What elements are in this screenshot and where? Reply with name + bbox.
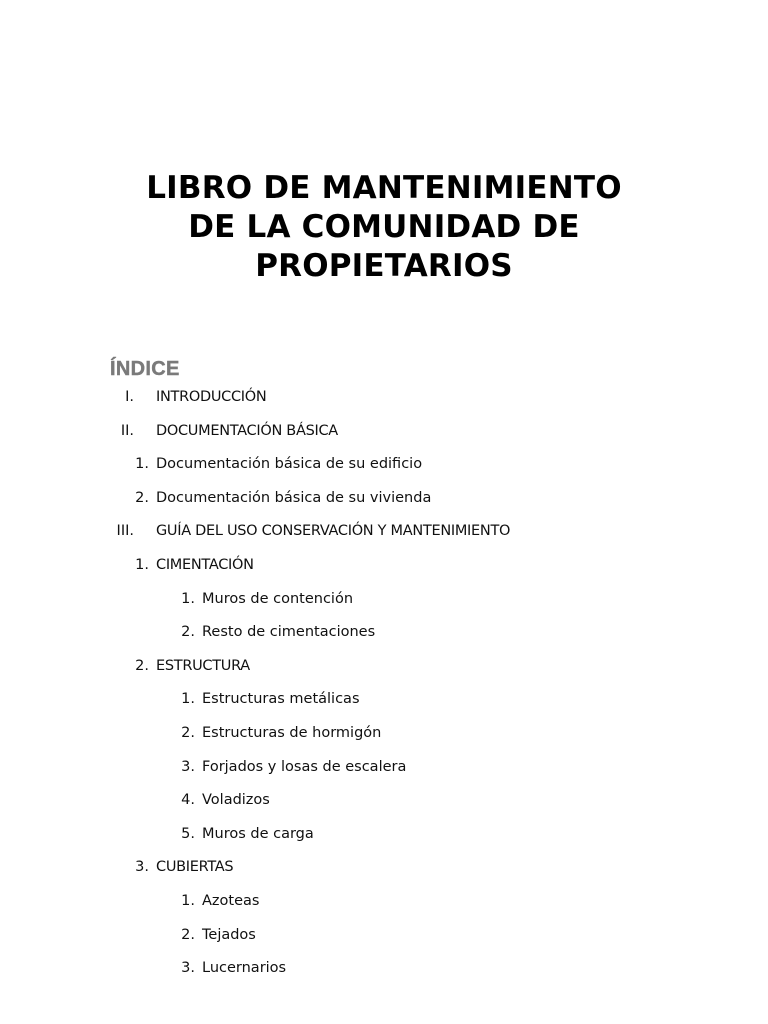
toc-entry-text: Muros de contención (202, 590, 354, 607)
toc-entry-text: Tejados (202, 926, 256, 943)
toc-entry-number: 2. (181, 624, 195, 641)
toc-entry[interactable] (0, 515, 768, 549)
toc-entry[interactable] (0, 482, 768, 516)
toc-entry-text: ESTRUCTURA (156, 657, 250, 674)
toc-entry-number: 1. (181, 892, 195, 909)
toc-entry-number: 2. (181, 926, 195, 943)
toc-entry[interactable] (0, 683, 768, 717)
toc-entry-text: Estructuras de hormigón (202, 724, 382, 741)
toc-entry-number: 3. (181, 960, 195, 977)
toc-entry-text: Lucernarios (202, 960, 287, 977)
toc-entry-text: Documentación básica de su edificio (156, 456, 423, 473)
toc-entry-text: Azoteas (202, 892, 260, 909)
toc-entry[interactable] (0, 885, 768, 919)
toc-entry[interactable] (0, 751, 768, 785)
document-title-line: DE LA COMUNIDAD DE (188, 209, 580, 245)
toc-entry-number: 2. (181, 724, 195, 741)
toc-entry[interactable] (0, 784, 768, 818)
toc-entry-number: 1. (181, 691, 195, 708)
toc-entry[interactable] (0, 818, 768, 852)
toc-entry-text: Voladizos (202, 792, 270, 809)
toc-entry-number: 3. (181, 758, 195, 775)
toc-entry-text: Muros de carga (202, 825, 314, 842)
toc-entry-number: 1. (135, 556, 149, 573)
toc-entry-number: 1. (135, 456, 149, 473)
toc-entry-number: 1. (181, 590, 195, 607)
toc-entry-number: 2. (135, 489, 149, 506)
toc-entry[interactable] (0, 616, 768, 650)
document-title-line: LIBRO DE MANTENIMIENTO (146, 170, 622, 206)
document-title-line: PROPIETARIOS (255, 248, 513, 284)
table-of-contents (0, 381, 768, 986)
document-title (0, 169, 768, 286)
toc-entry[interactable] (0, 448, 768, 482)
toc-entry-text: Documentación básica de su vivienda (156, 489, 432, 506)
toc-entry-number: 3. (135, 859, 149, 876)
toc-entry-number: I. (125, 389, 134, 405)
toc-entry-text: CIMENTACIÓN (156, 556, 254, 573)
toc-entry[interactable] (0, 650, 768, 684)
toc-entry-text: Resto de cimentaciones (202, 624, 376, 641)
toc-entry-text: GUÍA DEL USO CONSERVACIÓN Y MANTENIMIENTO (156, 523, 511, 540)
toc-entry[interactable] (0, 381, 768, 415)
toc-entry[interactable] (0, 919, 768, 953)
toc-entry-number: 5. (181, 825, 195, 842)
toc-entry-number: II. (120, 422, 134, 439)
toc-entry[interactable] (0, 717, 768, 751)
toc-entry[interactable] (0, 415, 768, 449)
toc-entry[interactable] (0, 549, 768, 583)
toc-entry-number: 4. (181, 792, 195, 809)
toc-entry[interactable] (0, 583, 768, 617)
toc-entry[interactable] (0, 952, 768, 986)
toc-entry-number: III. (116, 523, 134, 540)
toc-entry[interactable] (0, 851, 768, 885)
toc-entry-text: DOCUMENTACIÓN BÁSICA (156, 422, 338, 439)
toc-entry-text: INTRODUCCIÓN (156, 389, 267, 405)
toc-entry-text: Estructuras metálicas (202, 691, 360, 708)
toc-entry-text: Forjados y losas de escalera (202, 758, 407, 775)
toc-entry-text: CUBIERTAS (156, 859, 234, 876)
toc-entry-number: 2. (135, 657, 149, 674)
index-heading: ÍNDICE (110, 358, 180, 380)
